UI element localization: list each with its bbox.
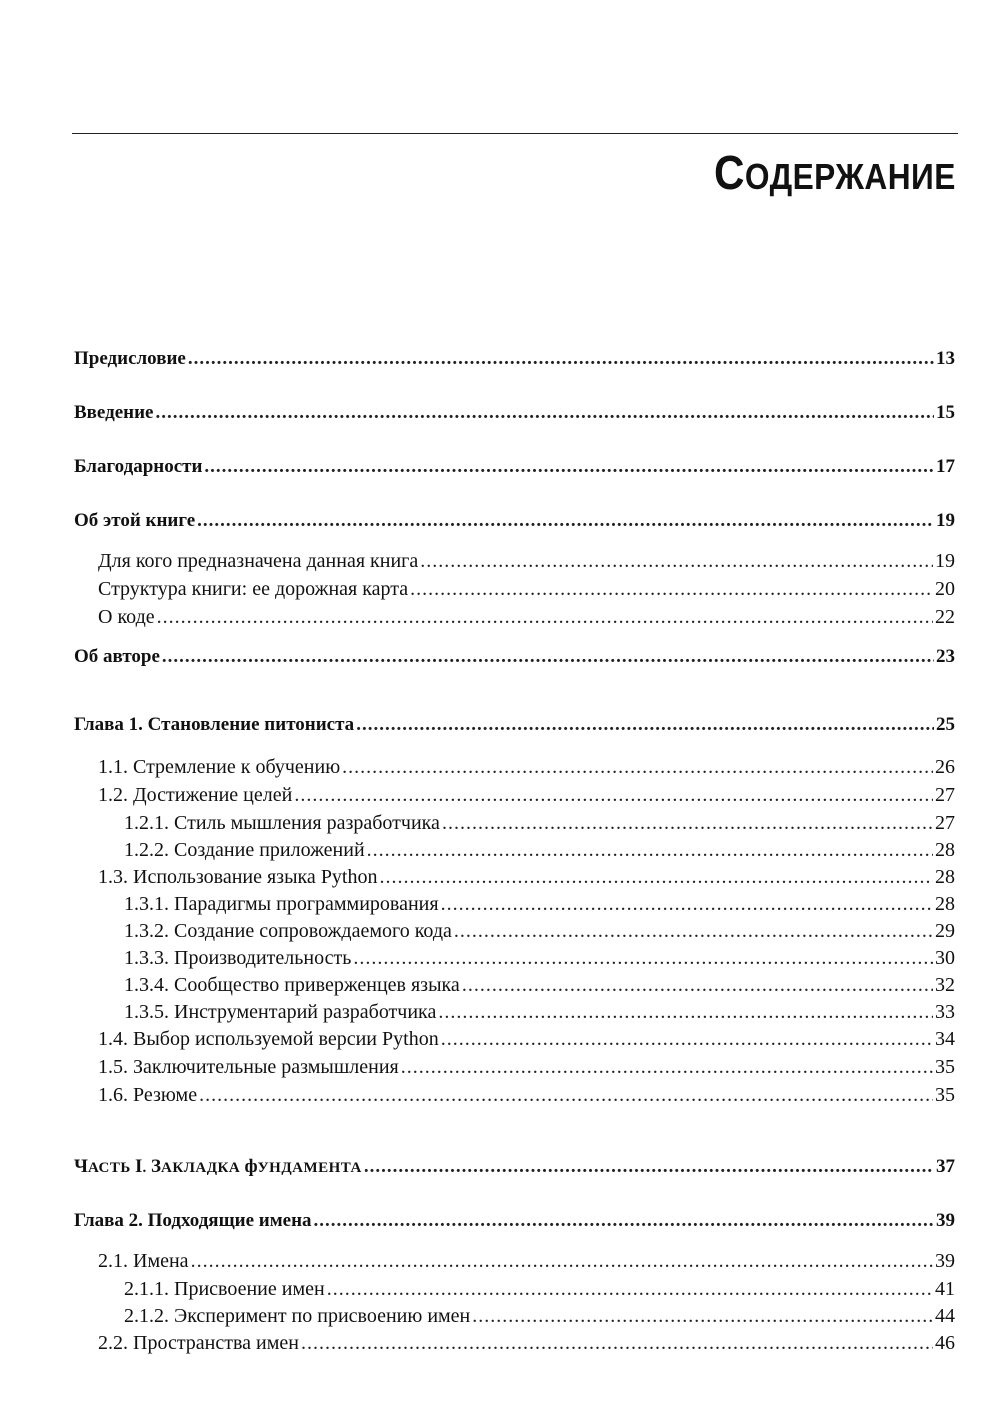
toc-entry[interactable] [0, 448, 1000, 478]
toc-entry-page-number: 37 [936, 1156, 955, 1177]
toc-entry-label: 1.3.3. Производительность [124, 947, 352, 969]
toc-entry[interactable] [0, 913, 1000, 943]
toc-entry-label: 1.3.4. Сообщество приверженцев языка [124, 974, 460, 996]
toc-entry[interactable] [0, 1049, 1000, 1079]
toc-entry[interactable] [0, 994, 1000, 1024]
toc-entry-label: 2.1.2. Эксперимент по присвоению имен [124, 1305, 471, 1327]
toc-entry-label: 1.3. Использование языка Python [98, 866, 378, 888]
toc-entry-label: 1.2. Достижение целей [98, 784, 293, 806]
toc-entry-label: Структура книги: ее дорожная карта [98, 578, 409, 600]
toc-leader-dots [342, 756, 933, 779]
toc-entry[interactable] [0, 571, 1000, 601]
toc-entry[interactable] [0, 1325, 1000, 1355]
toc-entry-page-number: 26 [935, 756, 955, 778]
toc-entry-label: О коде [98, 606, 155, 628]
toc-entry-page-number: 46 [935, 1332, 955, 1354]
toc-entry-label: ЧАСТЬ I. ЗАКЛАДКА фУНДАМЕНТА [74, 1156, 362, 1177]
toc-leader-dots [420, 550, 933, 573]
toc-entry-page-number: 13 [936, 348, 955, 369]
toc-entry-page-number: 29 [935, 920, 955, 942]
toc-entry[interactable] [0, 706, 1000, 736]
toc-leader-dots [294, 784, 933, 807]
toc-entry-label: Для кого предназначена данная книга [98, 550, 419, 572]
toc-entry[interactable] [0, 1021, 1000, 1051]
toc-entry-page-number: 39 [935, 1250, 955, 1272]
toc-entry-label: Об авторе [74, 646, 160, 667]
toc-entry-page-number: 15 [936, 402, 955, 423]
toc-leader-dots [364, 1156, 934, 1178]
toc-entry-label: Глава 1. Становление питониста [74, 714, 355, 735]
toc-entry-page-number: 32 [935, 974, 955, 996]
toc-entry-page-number: 20 [935, 578, 955, 600]
toc-entry[interactable] [0, 886, 1000, 916]
toc-entry-label: 2.1.1. Присвоение имен [124, 1278, 325, 1300]
toc-entry-label: 2.2. Пространства имен [98, 1332, 299, 1354]
toc-entry-page-number: 28 [935, 893, 955, 915]
toc-leader-dots [356, 714, 934, 736]
toc-entry[interactable] [0, 859, 1000, 889]
toc-entry-label: 1.2.1. Стиль мышления разработчика [124, 812, 440, 834]
toc-leader-dots [191, 1250, 933, 1273]
toc-entry[interactable] [0, 832, 1000, 862]
toc-entry-page-number: 27 [935, 812, 955, 834]
toc-entry[interactable] [0, 1243, 1000, 1273]
toc-leader-dots [162, 646, 934, 668]
toc-entry-page-number: 35 [935, 1084, 955, 1106]
toc-leader-dots [156, 402, 935, 424]
toc-entry[interactable] [0, 967, 1000, 997]
toc-leader-dots [441, 1028, 933, 1051]
toc-entry-label: Глава 2. Подходящие имена [74, 1210, 312, 1231]
toc-entry-label: 1.3.1. Парадигмы программирования [124, 893, 439, 915]
toc-entry-page-number: 33 [935, 1001, 955, 1023]
toc-entry[interactable] [0, 1148, 1000, 1178]
toc-entry-label: 1.1. Стремление к обучению [98, 756, 341, 778]
toc-entry[interactable] [0, 599, 1000, 629]
toc-entry-label: Введение [74, 402, 154, 423]
toc-entry[interactable] [0, 805, 1000, 835]
toc-leader-dots [188, 348, 934, 370]
toc-entry-page-number: 19 [936, 510, 955, 531]
toc-entry[interactable] [0, 940, 1000, 970]
toc-entry-page-number: 27 [935, 784, 955, 806]
toc-entry-page-number: 17 [936, 456, 955, 477]
toc-leader-dots [199, 1084, 933, 1107]
toc-entry-page-number: 44 [935, 1305, 955, 1327]
toc-entry-label: 1.5. Заключительные размышления [98, 1056, 399, 1078]
toc-entry-page-number: 30 [935, 947, 955, 969]
toc-entry-page-number: 23 [936, 646, 955, 667]
toc-leader-dots [204, 456, 934, 478]
toc-entry[interactable] [0, 502, 1000, 532]
toc-leader-dots [197, 510, 934, 532]
toc-entry[interactable] [0, 1202, 1000, 1232]
toc-leader-dots [314, 1210, 934, 1232]
toc-entry-page-number: 28 [935, 866, 955, 888]
toc-entry-label: 1.3.2. Создание сопровождаемого кода [124, 920, 452, 942]
toc-entry-label: Предисловие [74, 348, 186, 369]
toc-entry[interactable] [0, 749, 1000, 779]
toc-entry[interactable] [0, 638, 1000, 668]
toc-entry-label: 1.6. Резюме [98, 1084, 198, 1106]
toc-leader-dots [157, 606, 933, 629]
page-title-initial: С [714, 147, 746, 200]
toc-entry-page-number: 34 [935, 1028, 955, 1050]
toc-entry-page-number: 22 [935, 606, 955, 628]
toc-leader-dots [401, 1056, 933, 1079]
page-title-rest: ОДЕРЖАНИЕ [745, 156, 956, 197]
toc-entry[interactable] [0, 777, 1000, 807]
toc-entry[interactable] [0, 394, 1000, 424]
toc-entry-label: Благодарности [74, 456, 203, 477]
toc-entry-label: Об этой книге [74, 510, 196, 531]
toc-entry-label: 1.2.2. Создание приложений [124, 839, 365, 861]
toc-entry-page-number: 41 [935, 1278, 955, 1300]
toc-leader-dots [301, 1332, 933, 1355]
toc-entry-label: 1.3.5. Инструментарий разработчика [124, 1001, 437, 1023]
toc-entry[interactable] [0, 543, 1000, 573]
toc-entry-label: 2.1. Имена [98, 1250, 189, 1272]
toc-entry[interactable] [0, 1298, 1000, 1328]
toc-entry-page-number: 35 [935, 1056, 955, 1078]
toc-entry[interactable] [0, 1077, 1000, 1107]
toc-entry-page-number: 39 [936, 1210, 955, 1231]
toc-entry-page-number: 28 [935, 839, 955, 861]
toc-entry-label: 1.4. Выбор используемой версии Python [98, 1028, 439, 1050]
toc-entry[interactable] [0, 340, 1000, 370]
toc-leader-dots [410, 578, 933, 601]
toc-entry[interactable] [0, 1271, 1000, 1301]
toc-entry-page-number: 25 [936, 714, 955, 735]
toc-entry-page-number: 19 [935, 550, 955, 572]
